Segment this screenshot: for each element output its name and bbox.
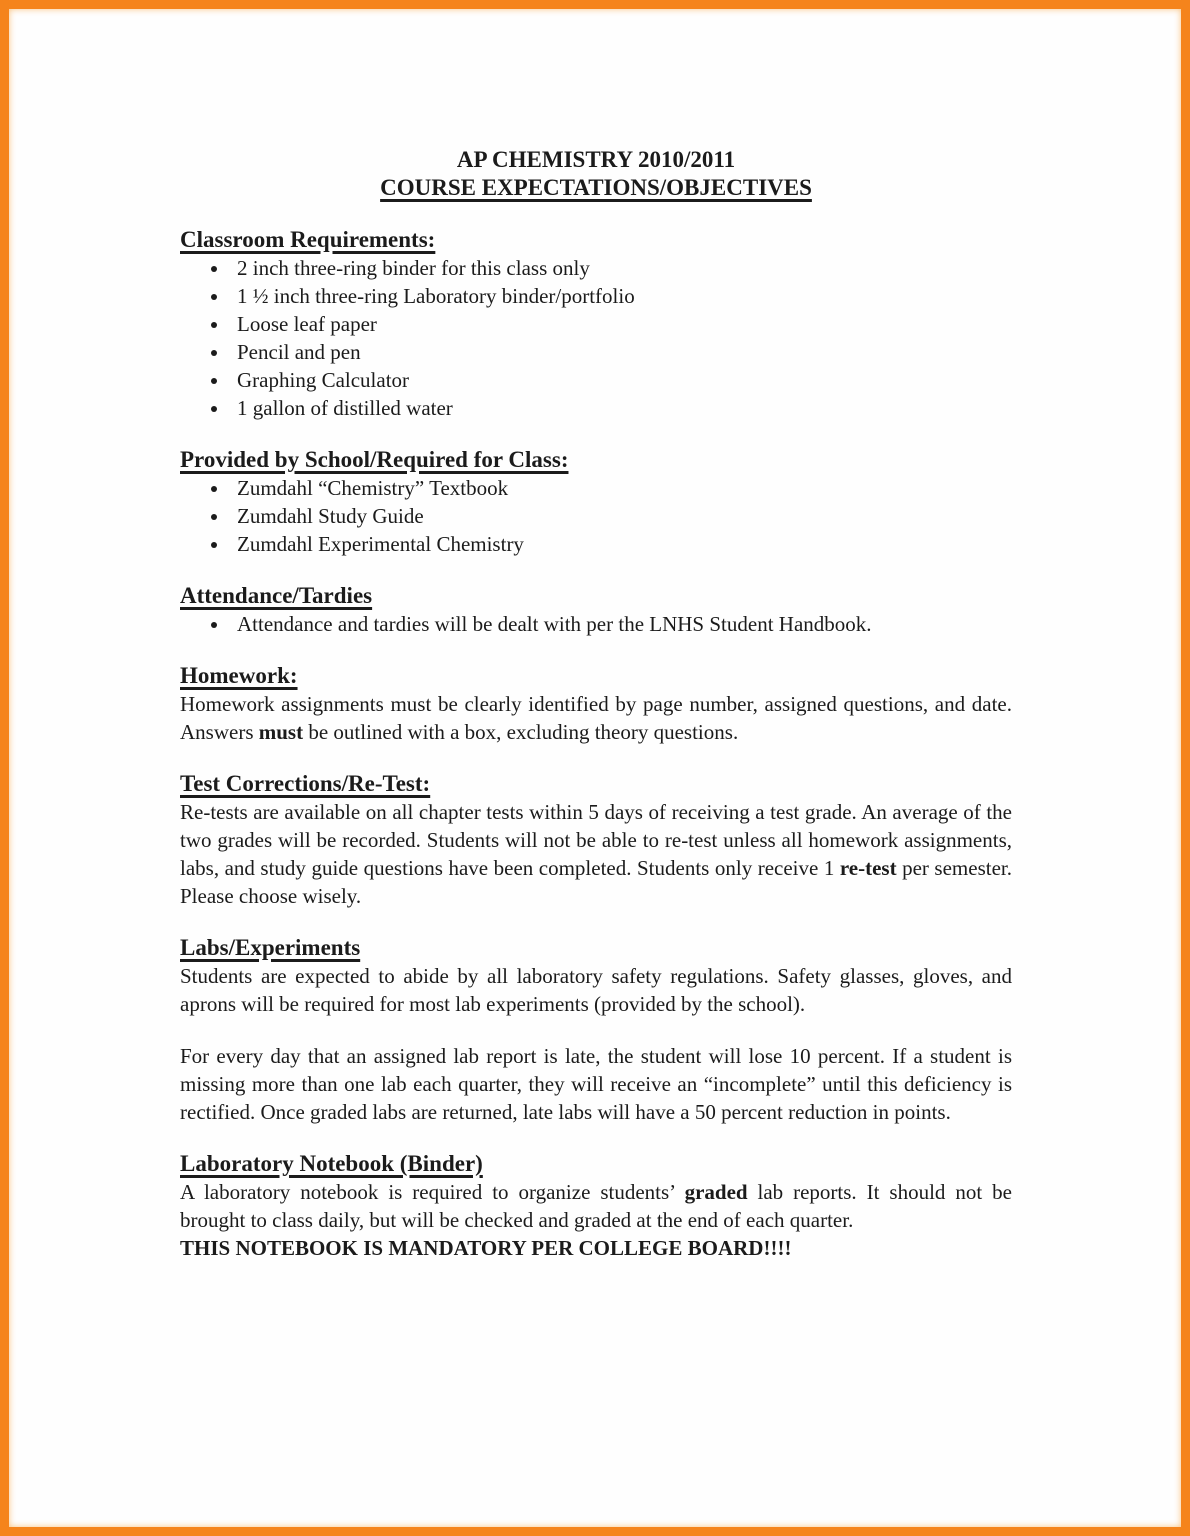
section-heading-text: Provided by School/Required for Class: — [180, 447, 569, 472]
section — [180, 226, 1012, 422]
section-heading — [180, 770, 1012, 798]
document-page — [9, 9, 1181, 1527]
section — [180, 662, 1012, 746]
bullet-item: • 1 ½ inch three-ring Laboratory binder/portfolio — [230, 282, 1012, 310]
bullet-list — [180, 610, 1012, 638]
section-heading — [180, 934, 1012, 962]
paragraph — [180, 1178, 1012, 1262]
paragraph-text: lab reports. It should not be brought to class daily, but will be checked and graded at the end of each quarter. — [180, 1180, 1012, 1232]
bullet-item: • Zumdahl Experimental Chemistry — [230, 530, 1012, 558]
paragraph-text: be outlined with a box, excluding theory questions. — [303, 720, 739, 744]
section-heading-text: Homework: — [180, 663, 298, 688]
section-heading — [180, 662, 1012, 690]
bullet-list — [180, 474, 1012, 558]
paragraph-text-bold: must — [258, 720, 304, 744]
paragraph-text-bold: graded — [684, 1180, 748, 1204]
bullet-item: • Zumdahl Study Guide — [230, 502, 1012, 530]
paragraph — [180, 1042, 1012, 1126]
paragraph-text-bold: re-test — [839, 856, 897, 880]
paragraph-text: For every day that an assigned lab report is late, the student will lose 10 percent. If a student is missing more than one lab each quarter, they will receive an “incomplete” until this deficiency is rectified. Once graded labs are returned, late labs will have a 50 percent reduction in points. — [180, 1044, 1012, 1124]
bullet-list — [180, 254, 1012, 422]
section — [180, 582, 1012, 638]
paragraph — [180, 690, 1012, 746]
section-heading — [180, 226, 1012, 254]
bullet-item: • Attendance and tardies will be dealt with per the LNHS Student Handbook. — [230, 610, 1012, 638]
section — [180, 1150, 1012, 1262]
sections-container — [180, 226, 1012, 1262]
section-heading — [180, 582, 1012, 610]
section — [180, 446, 1012, 558]
paragraph-text: Re-tests are available on all chapter tests within 5 days of receiving a test grade. An average of the two grades will be recorded. Students will not be able to re-test unless all homework assignments, labs, and study guide questions have been completed. Students only receive 1 — [180, 800, 1012, 880]
paragraph-text: Students are expected to abide by all laboratory safety regulations. Safety glasses, gloves, and aprons will be required for most lab experiments (provided by the school). — [180, 964, 1012, 1016]
title-line-2: COURSE EXPECTATIONS/OBJECTIVES — [380, 175, 812, 200]
section — [180, 934, 1012, 1126]
bullet-item: • Zumdahl “Chemistry” Textbook — [230, 474, 1012, 502]
bullet-item: • 2 inch three-ring binder for this class only — [230, 254, 1012, 282]
section-heading-text: Laboratory Notebook (Binder) — [180, 1151, 483, 1176]
paragraph-text-bold: THIS NOTEBOOK IS MANDATORY PER COLLEGE BOARD!!!! — [180, 1236, 792, 1260]
section-heading-text: Test Corrections/Re-Test: — [180, 771, 431, 796]
title-line-1: AP CHEMISTRY 2010/2011 — [456, 147, 736, 172]
section-heading — [180, 1150, 1012, 1178]
bullet-item: • Graphing Calculator — [230, 366, 1012, 394]
section-heading-text: Labs/Experiments — [180, 935, 361, 960]
section-heading-text: Classroom Requirements: — [180, 227, 436, 252]
bullet-item: • 1 gallon of distilled water — [230, 394, 1012, 422]
bullet-item: • Loose leaf paper — [230, 310, 1012, 338]
bullet-item: • Pencil and pen — [230, 338, 1012, 366]
section-heading — [180, 446, 1012, 474]
paragraph — [180, 798, 1012, 910]
section — [180, 770, 1012, 910]
paragraph-text: per semester. Please choose wisely. — [180, 856, 1012, 908]
paragraph-text: A laboratory notebook is required to organize students’ — [180, 1180, 685, 1204]
document-title — [180, 146, 1012, 202]
section-heading-text: Attendance/Tardies — [180, 583, 373, 608]
paragraph — [180, 962, 1012, 1018]
paragraph-text: Homework assignments must be clearly identified by page number, assigned questions, and date. Answers — [180, 692, 1012, 744]
